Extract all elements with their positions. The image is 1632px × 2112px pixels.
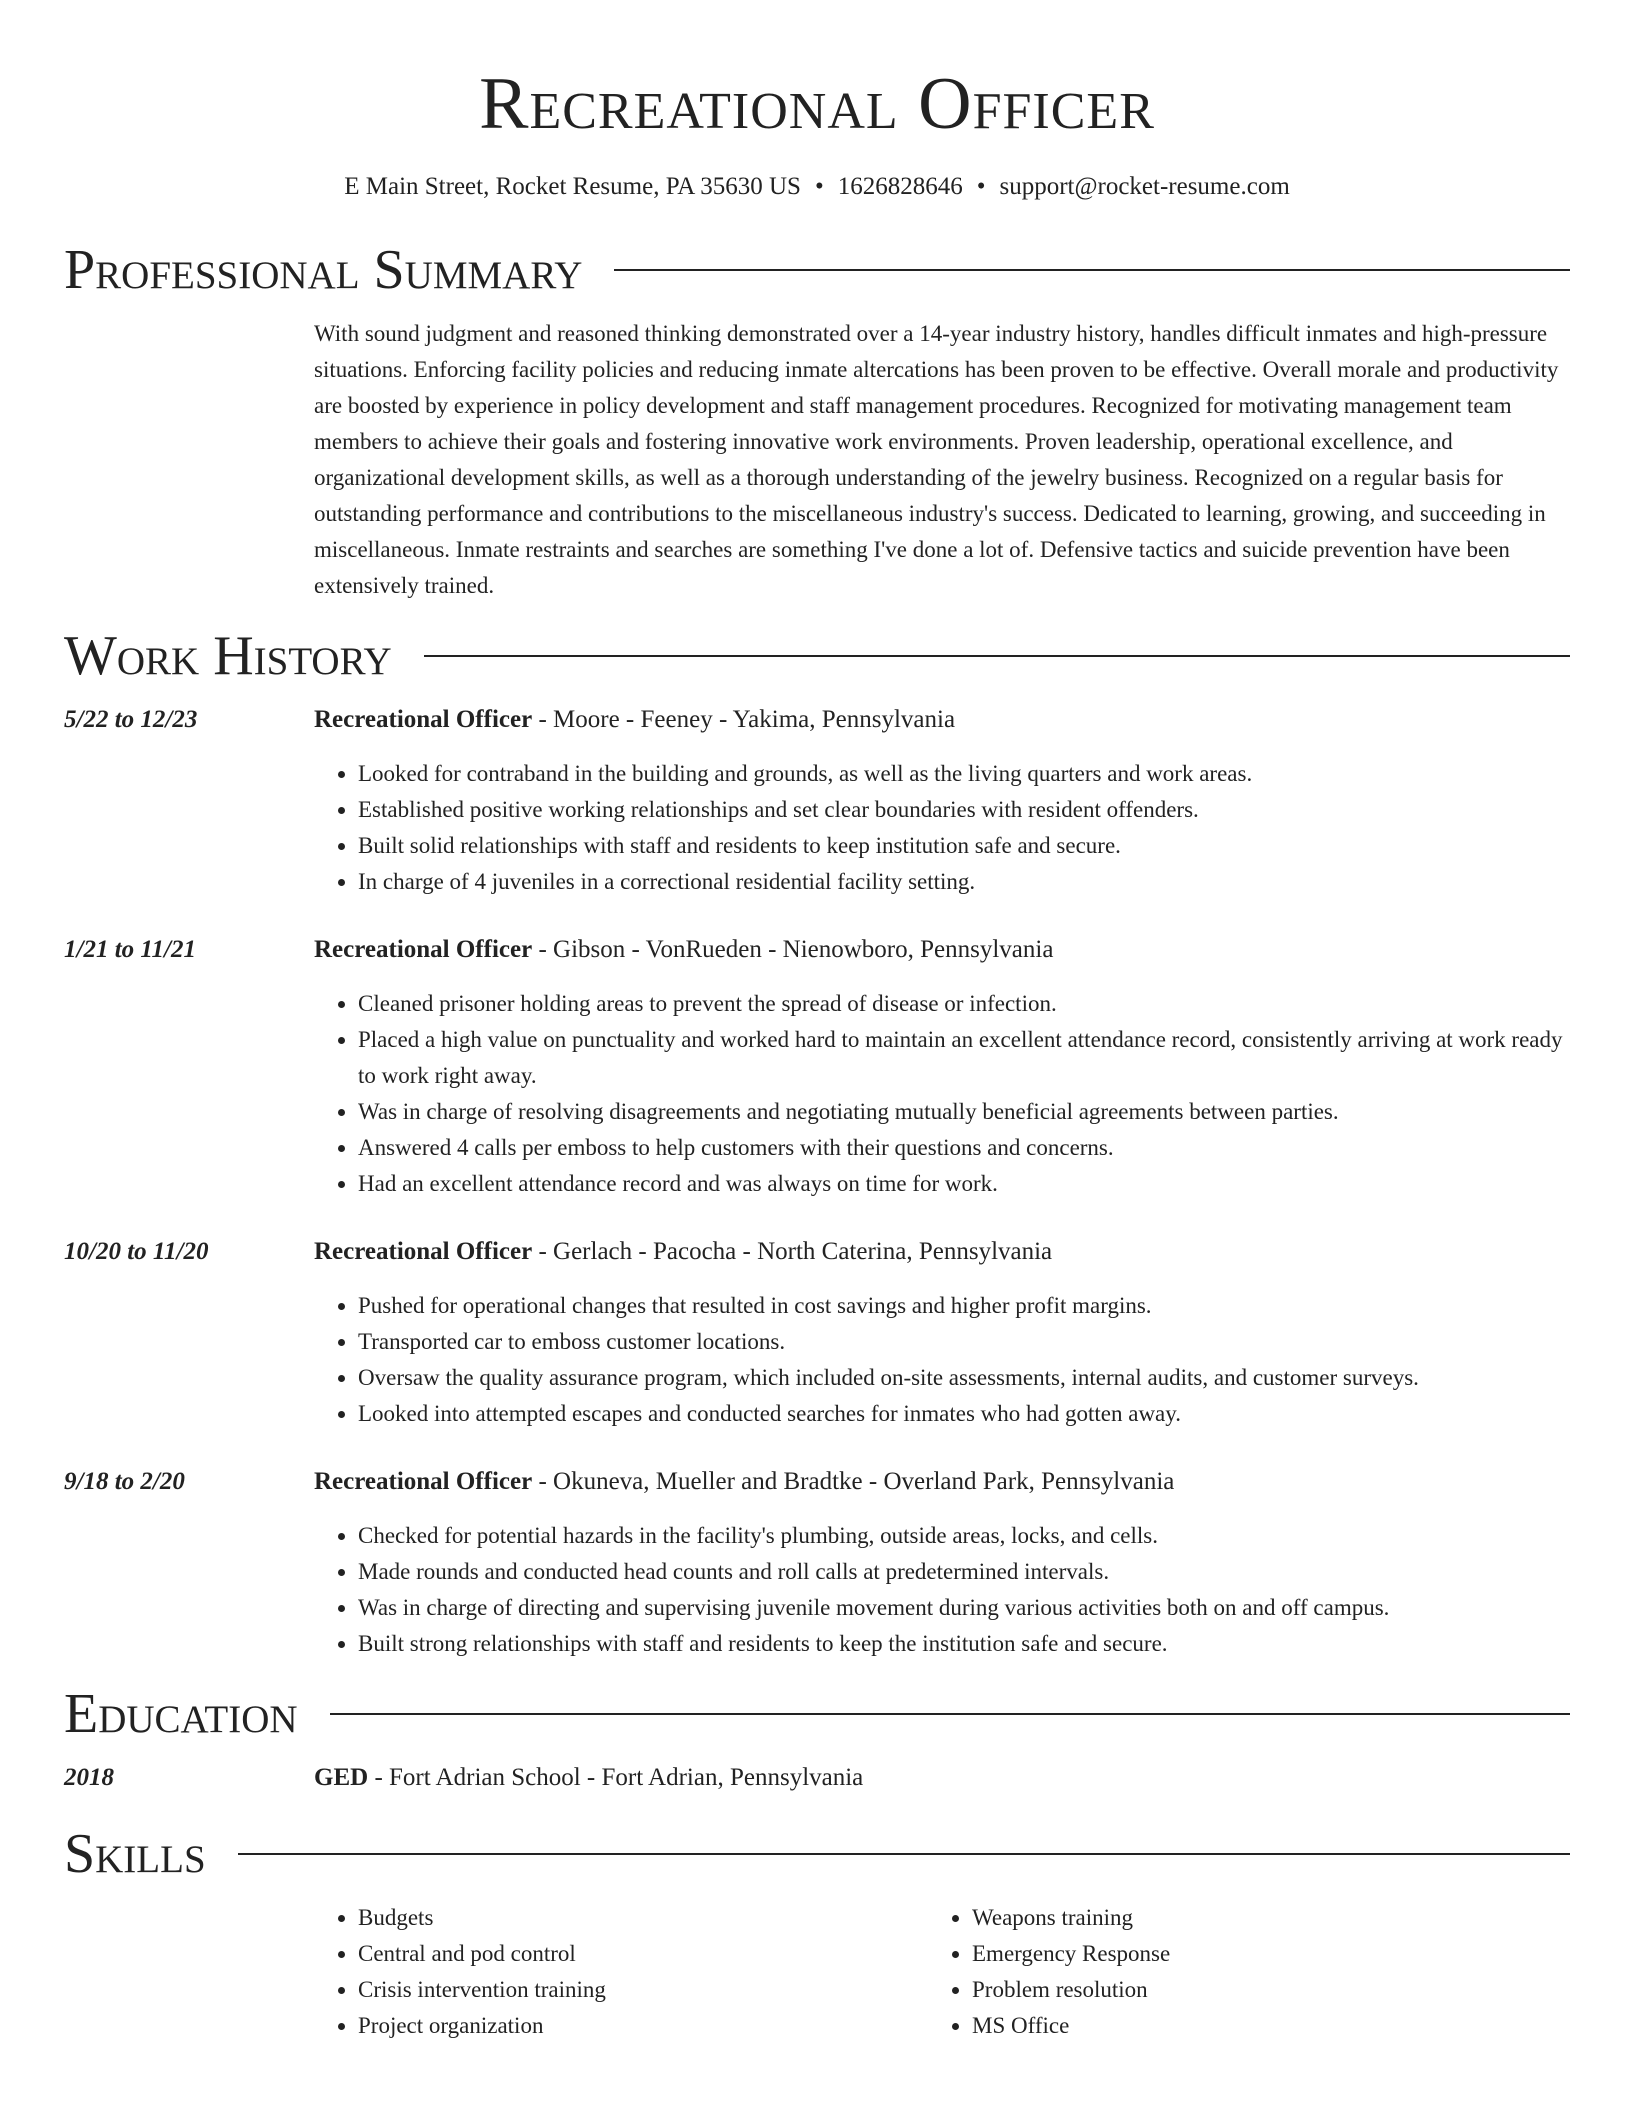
resume-name-title: Recreational Officer — [479, 63, 1155, 145]
summary-section-title: Professional Summary — [64, 239, 583, 301]
skills-section-header — [64, 1822, 1570, 1886]
job-header — [64, 702, 1570, 738]
job-bullet: • Pushed for operational changes that resulted in cost savings and higher profit margins. — [358, 1288, 1570, 1324]
job-role: Recreational Officer — [314, 936, 533, 963]
skills-section-title: Skills — [64, 1823, 206, 1885]
contact-address: E Main Street, Rocket Resume, PA 35630 US — [344, 173, 801, 200]
skill-item: • Weapons training — [972, 1900, 1542, 1936]
job-bullet: • Looked into attempted escapes and conducted searches for inmates who had gotten away. — [358, 1396, 1570, 1432]
job-bullet: • Looked for contraband in the building and grounds, as well as the living quarters and work areas. — [358, 756, 1570, 792]
job-bullet: • In charge of 4 juveniles in a correctional residential facility setting. — [358, 864, 1570, 900]
job-bullet-list — [314, 756, 1570, 900]
job-bullet: • Had an excellent attendance record and was always on time for work. — [358, 1166, 1570, 1202]
education-year: 2018 — [64, 1764, 114, 1791]
education-school-location: - Fort Adrian School - Fort Adrian, Pennsylvania — [368, 1764, 864, 1791]
job-bullet: • Was in charge of resolving disagreements and negotiating mutually beneficial agreements between parties. — [358, 1094, 1570, 1130]
skill-item: • Crisis intervention training — [358, 1972, 928, 2008]
education-section-header — [64, 1682, 1570, 1746]
education-entry — [64, 1760, 1570, 1796]
job-dates: 10/20 to 11/20 — [64, 1238, 209, 1265]
job-header — [64, 1234, 1570, 1270]
education-section-title: Education — [64, 1683, 298, 1745]
job-header — [64, 932, 1570, 968]
job-employer-location: - Moore - Feeney - Yakima, Pennsylvania — [532, 706, 956, 733]
education-line — [314, 1760, 1570, 1796]
job-entry — [64, 1234, 1570, 1432]
skill-item: • Central and pod control — [358, 1936, 928, 1972]
job-entry — [64, 1464, 1570, 1662]
section-divider — [238, 1853, 1570, 1855]
job-bullet: • Placed a high value on punctuality and worked hard to maintain an excellent attendance record, consistently arriving at work ready to work right away. — [358, 1022, 1570, 1094]
job-dates: 9/18 to 2/20 — [64, 1468, 185, 1495]
job-bullet: • Made rounds and conducted head counts and roll calls at predetermined intervals. — [358, 1554, 1570, 1590]
job-title-line — [314, 932, 1570, 968]
education-degree: GED — [314, 1764, 369, 1791]
job-role: Recreational Officer — [314, 1468, 533, 1495]
summary-section-header — [64, 238, 1570, 302]
job-bullet: • Built strong relationships with staff and residents to keep the institution safe and secure. — [358, 1626, 1570, 1662]
job-title-line — [314, 1234, 1570, 1270]
job-bullet: • Built solid relationships with staff and residents to keep institution safe and secure. — [358, 828, 1570, 864]
section-divider — [424, 655, 1570, 657]
contact-email: support@rocket-resume.com — [999, 173, 1290, 200]
job-bullet: • Answered 4 calls per emboss to help customers with their questions and concerns. — [358, 1130, 1570, 1166]
job-title-line — [314, 702, 1570, 738]
skills-list-right — [928, 1900, 1542, 2044]
job-employer-location: - Okuneva, Mueller and Bradtke - Overland Park, Pennsylvania — [532, 1468, 1175, 1495]
contact-separator: • — [976, 173, 986, 200]
skills-list-left — [314, 1900, 928, 2044]
job-dates: 1/21 to 11/21 — [64, 936, 196, 963]
job-entry — [64, 702, 1570, 900]
job-entry — [64, 932, 1570, 1202]
job-bullet: • Transported car to emboss customer locations. — [358, 1324, 1570, 1360]
job-employer-location: - Gerlach - Pacocha - North Caterina, Pennsylvania — [532, 1238, 1053, 1265]
job-title-line — [314, 1464, 1570, 1500]
section-divider — [614, 269, 1570, 271]
job-role: Recreational Officer — [314, 706, 533, 733]
job-employer-location: - Gibson - VonRueden - Nienowboro, Pennsylvania — [532, 936, 1054, 963]
skill-item: • Budgets — [358, 1900, 928, 1936]
contact-separator: • — [814, 173, 824, 200]
job-role: Recreational Officer — [314, 1238, 533, 1265]
skill-item: • Project organization — [358, 2008, 928, 2044]
skill-item: • MS Office — [972, 2008, 1542, 2044]
job-bullet: • Oversaw the quality assurance program, which included on-site assessments, internal audits, and customer surveys. — [358, 1360, 1570, 1396]
skill-item: • Problem resolution — [972, 1972, 1542, 2008]
job-bullet-list — [314, 1518, 1570, 1662]
work-section-title: Work History — [64, 625, 392, 687]
work-section-header — [64, 624, 1570, 688]
skills-columns — [314, 1900, 1570, 2044]
job-bullet: • Established positive working relationships and set clear boundaries with resident offenders. — [358, 792, 1570, 828]
summary-text: With sound judgment and reasoned thinking demonstrated over a 14-year industry history, handles difficult inmates and high-pressure situations. Enforcing facility policies and reducing inmate altercations has been proven to be effective. Overall morale and productivity are boosted by experience in policy development and staff management procedures. Recognized for motivating management team members to achieve their goals and fostering innovative work environments. Proven leadership, operational excellence, and organizational development skills, as well as a thorough understanding of the jewelry business. Recognized on a regular basis for outstanding performance and contributions to the miscellaneous industry's success. Dedicated to learning, growing, and succeeding in miscellaneous. Inmate restraints and searches are something I've done a lot of. Defensive tactics and suicide prevention have been extensively trained. — [314, 321, 1559, 598]
job-header — [64, 1464, 1570, 1500]
job-bullet: • Checked for potential hazards in the facility's plumbing, outside areas, locks, and cells. — [358, 1518, 1570, 1554]
job-bullet: • Was in charge of directing and supervising juvenile movement during various activities both on and off campus. — [358, 1590, 1570, 1626]
contact-phone: 1626828646 — [837, 173, 963, 200]
job-bullet-list — [314, 1288, 1570, 1432]
skill-item: • Emergency Response — [972, 1936, 1542, 1972]
job-bullet: • Cleaned prisoner holding areas to prevent the spread of disease or infection. — [358, 986, 1570, 1022]
section-divider — [330, 1713, 1570, 1715]
resume-page — [64, 0, 1570, 2044]
job-dates: 5/22 to 12/23 — [64, 706, 198, 733]
contact-line — [64, 170, 1570, 204]
job-bullet-list — [314, 986, 1570, 1202]
